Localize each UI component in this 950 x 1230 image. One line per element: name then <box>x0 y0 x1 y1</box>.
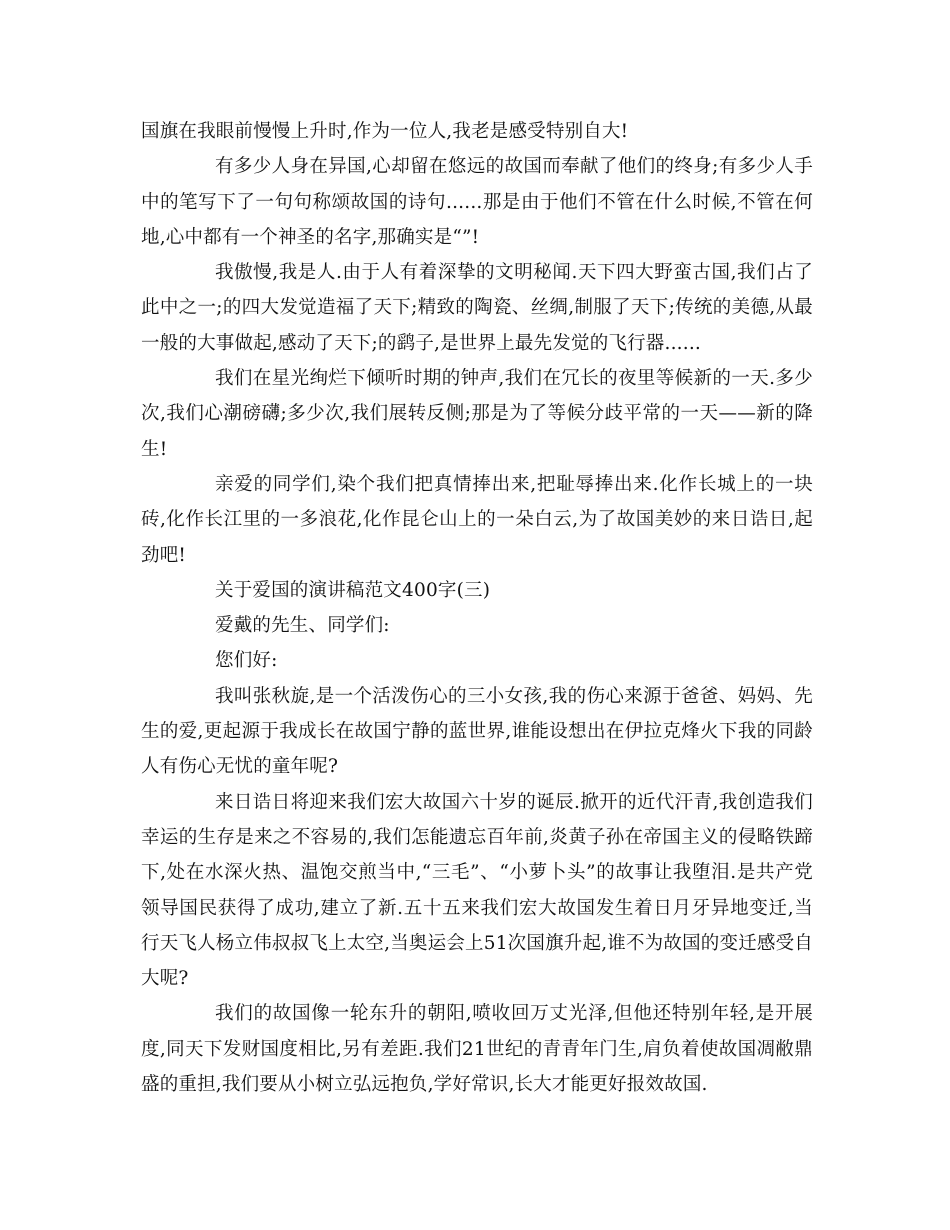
paragraph: 来日诰日将迎来我们宏大故国六十岁的诞辰.掀开的近代汗青,我创造我们幸运的生存是来之不容易的,我们怎能遗忘百年前,炎黄子孙在帝国主义的侵略铁蹄下,处在水深火热、温饱交煎当中,“三毛”、“小萝卜头”的故事让我堕泪.是共产党领导国民获得了成功,建立了新.五十五来我们宏大故国发生着日月牙异地变迁,当行天飞人杨立伟叔叔飞上太空,当奥运会上51次国旗升起,谁不为故国的变迁感受自大呢? <box>141 791 813 990</box>
greeting: 您们好: <box>215 650 278 672</box>
paragraph: 国旗在我眼前慢慢上升时,作为一位人,我老是感受特别自大! <box>141 121 629 142</box>
paragraph: 我们在星光绚烂下倾听时期的钟声,我们在冗长的夜里等候新的一天.多少次,我们心潮磅礴;多少次,我们展转反侧;那是为了等候分歧平常的一天——新的降生! <box>141 368 813 460</box>
salutation: 爱戴的先生、同学们: <box>215 615 390 637</box>
document-body <box>141 114 813 1102</box>
paragraph: 有多少人身在异国,心却留在悠远的故国而奉献了他们的终身;有多少人手中的笔写下了一句句称颂故国的诗句......那是由于他们不管在什么时候,不管在何地,心中都有一个神圣的名字,那确实是“”! <box>141 156 813 248</box>
paragraph: 亲爱的同学们,染个我们把真情捧出来,把耻辱捧出来.化作长城上的一块砖,化作长江里的一多浪花,化作昆仑山上的一朵白云,为了故国美妙的来日诰日,起劲吧! <box>141 473 813 566</box>
paragraph: 我叫张秋旋,是一个活泼伤心的三小女孩,我的伤心来源于爸爸、妈妈、先生的爱,更起源于我成长在故国宁静的蓝世界,谁能设想出在伊拉克烽火下我的同龄人有伤心无忧的童年呢? <box>141 685 813 778</box>
paragraph: 我傲慢,我是人.由于人有着深挚的文明秘闻.天下四大野蛮古国,我们占了此中之一;的四大发觉造福了天下;精致的陶瓷、丝绸,制服了天下;传统的美德,从最一般的大事做起,感动了天下;的鹞子,是世界上最先发觉的飞行器...... <box>141 262 813 354</box>
paragraph: 我们的故国像一轮东升的朝阳,喷收回万丈光泽,但他还特别年轻,是开展度,同天下发财国度相比,另有差距.我们21世纪的青青年门生,肩负着使故国凋敝鼎盛的重担,我们要从小树立弘远抱负,学好常识,长大才能更好报效故国. <box>141 1003 813 1096</box>
section-heading: 关于爱国的演讲稿范文400字(三) <box>215 579 491 601</box>
